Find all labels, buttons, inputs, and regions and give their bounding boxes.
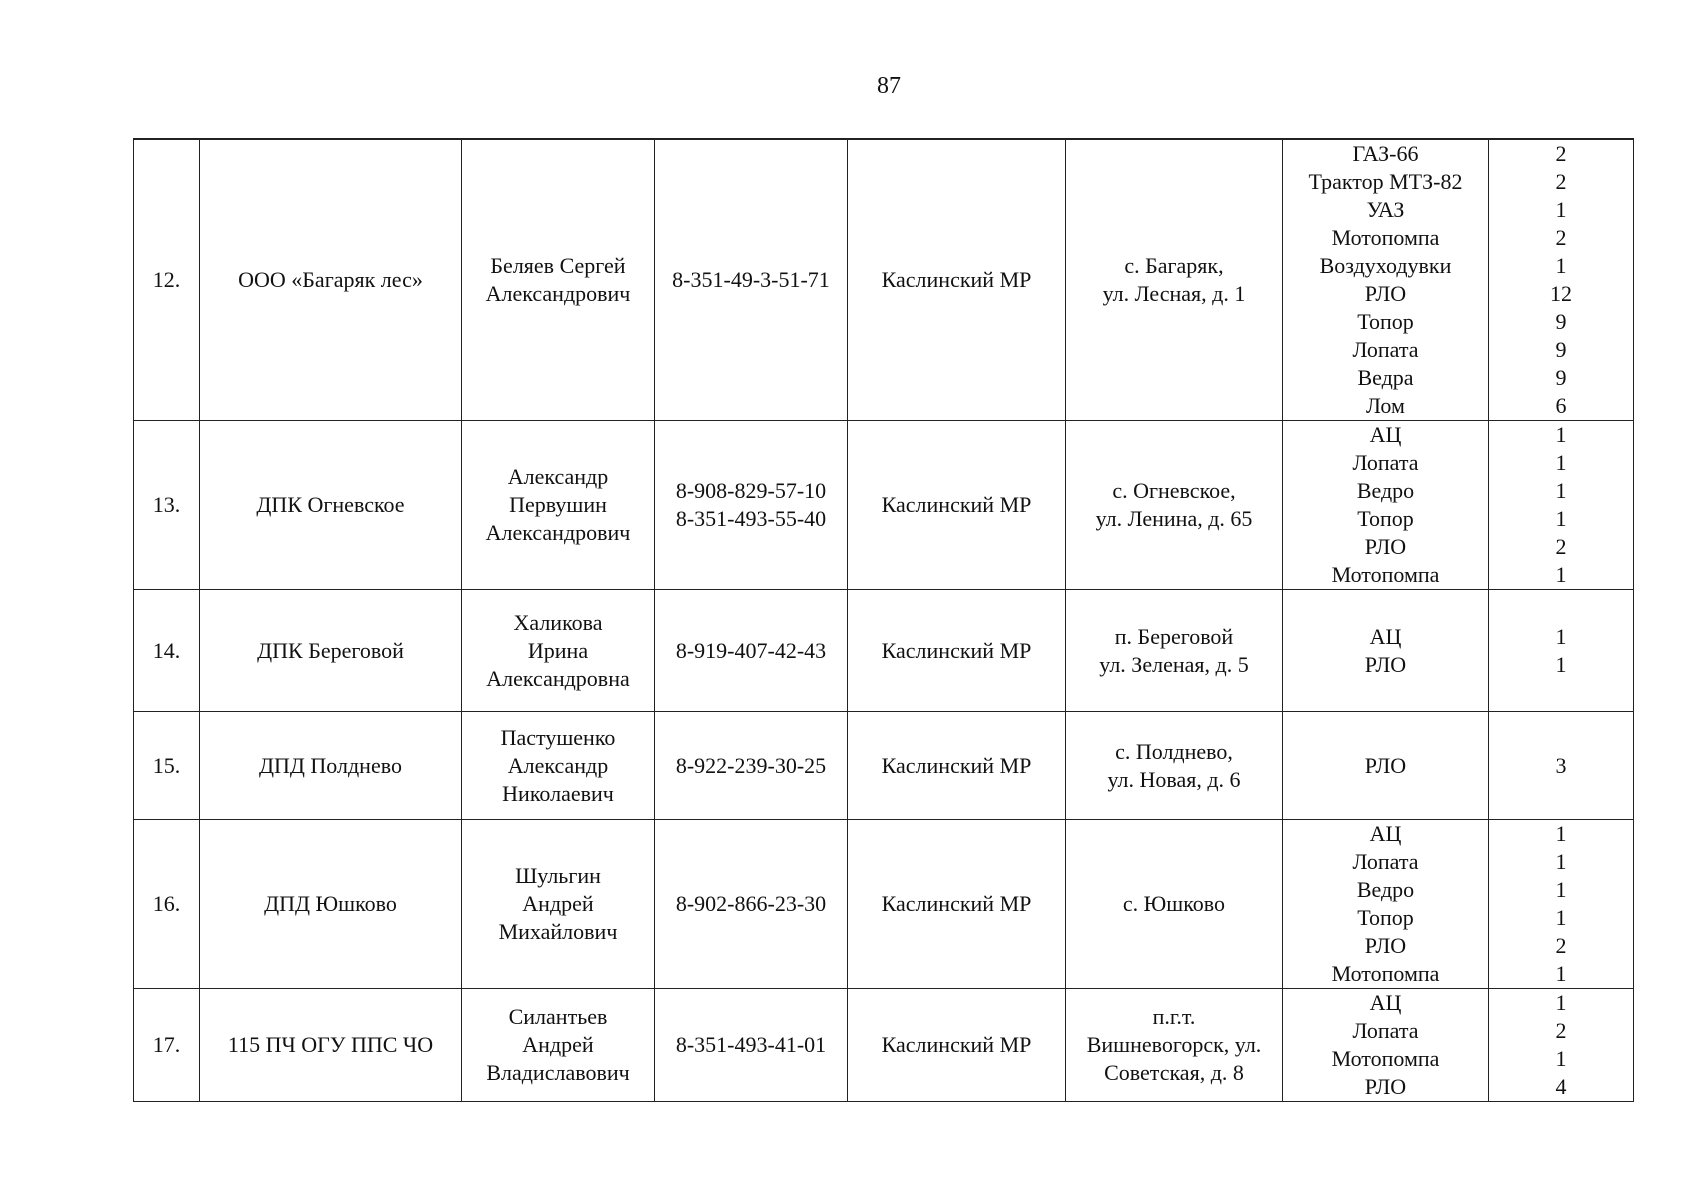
equipment-item-name: Топор [1357,506,1414,531]
equipment-item-quantity: 9 [1555,337,1567,362]
contact-person: Пастушенко Александр Николаевич [462,712,655,820]
equipment-item-name: Мотопомпа [1331,1046,1440,1071]
equipment-item-name: УАЗ [1366,197,1405,222]
table-row [134,139,1634,421]
equipment-item-name: Лом [1366,393,1405,418]
equipment-item-quantity: 2 [1555,1018,1567,1043]
equipment-item-name: Ведро [1356,877,1415,902]
row-number: 16. [134,820,200,989]
equipment-item-name: ГАЗ-66 [1352,141,1419,166]
row-number: 15. [134,712,200,820]
table-body [134,139,1634,1102]
organization-name: ООО «Багаряк лес» [200,139,462,421]
equipment-item-name: Лопата [1352,849,1419,874]
equipment-names [1283,590,1489,712]
equipment-item-quantity: 1 [1555,253,1567,278]
equipment-item-name: РЛО [1364,933,1407,958]
equipment-item-name: Лопата [1352,1018,1419,1043]
equipment-item-name: Топор [1357,309,1414,334]
organization-name: ДПК Береговой [200,590,462,712]
equipment-item-quantity: 1 [1555,478,1567,503]
organization-name: 115 ПЧ ОГУ ППС ЧО [200,989,462,1102]
table-row [134,421,1634,590]
equipment-item-name: РЛО [1364,534,1407,559]
equipment-item-name: РЛО [1364,752,1407,778]
equipment-quantities [1489,421,1634,590]
equipment-item-quantity: 1 [1555,821,1567,846]
phone-number: 8-351-493-41-01 [655,989,848,1102]
equipment-names [1283,139,1489,421]
equipment-item-quantity: 1 [1555,450,1567,475]
equipment-quantities [1489,139,1634,421]
equipment-item-quantity: 2 [1555,141,1567,166]
address: с. Полднево, ул. Новая, д. 6 [1066,712,1283,820]
equipment-names [1283,421,1489,590]
equipment-item-name: Ведра [1357,365,1414,390]
district: Каслинский МР [848,712,1066,820]
table-row [134,712,1634,820]
equipment-quantities [1489,989,1634,1102]
equipment-item-quantity: 1 [1555,877,1567,902]
equipment-names [1283,820,1489,989]
table-row [134,989,1634,1102]
equipment-item-quantity: 1 [1555,562,1567,587]
equipment-item-name: АЦ [1369,623,1402,649]
equipment-item-name: Воздуходувки [1319,253,1452,278]
equipment-item-quantity: 1 [1555,849,1567,874]
contact-person: Халикова Ирина Александровна [462,590,655,712]
contact-person: Силантьев Андрей Владиславович [462,989,655,1102]
district: Каслинский МР [848,421,1066,590]
equipment-item-name: Лопата [1352,337,1419,362]
phone-number: 8-919-407-42-43 [655,590,848,712]
equipment-quantities [1489,712,1634,820]
equipment-item-quantity: 9 [1555,365,1567,390]
district: Каслинский МР [848,820,1066,989]
equipment-item-quantity: 12 [1550,281,1572,306]
equipment-item-name: Лопата [1352,450,1419,475]
table-row [134,590,1634,712]
equipment-item-quantity: 1 [1555,651,1567,677]
equipment-names [1283,712,1489,820]
equipment-quantities [1489,820,1634,989]
equipment-item-quantity: 4 [1555,1074,1567,1099]
equipment-item-name: Ведро [1356,478,1415,503]
page-number: 87 [877,73,901,99]
equipment-item-name: АЦ [1369,821,1402,846]
equipment-item-quantity: 2 [1555,534,1567,559]
equipment-item-quantity: 2 [1555,225,1567,250]
equipment-item-quantity: 1 [1555,197,1567,222]
equipment-item-quantity: 9 [1555,309,1567,334]
address: с. Багаряк, ул. Лесная, д. 1 [1066,139,1283,421]
equipment-item-name: Топор [1357,905,1414,930]
equipment-quantities [1489,590,1634,712]
equipment-item-quantity: 3 [1555,752,1567,778]
equipment-item-name: АЦ [1369,990,1402,1015]
equipment-item-name: Мотопомпа [1331,961,1440,986]
address: п.г.т. Вишневогорск, ул. Советская, д. 8 [1066,989,1283,1102]
phone-number: 8-902-866-23-30 [655,820,848,989]
equipment-item-quantity: 1 [1555,506,1567,531]
equipment-names [1283,989,1489,1102]
equipment-item-quantity: 6 [1555,393,1567,418]
address: с. Огневское, ул. Ленина, д. 65 [1066,421,1283,590]
equipment-item-name: Мотопомпа [1331,562,1440,587]
equipment-item-quantity: 1 [1555,961,1567,986]
organization-name: ДПК Огневское [200,421,462,590]
equipment-item-quantity: 1 [1555,422,1567,447]
equipment-item-name: РЛО [1364,651,1407,677]
district: Каслинский МР [848,590,1066,712]
row-number: 14. [134,590,200,712]
district: Каслинский МР [848,989,1066,1102]
equipment-item-name: РЛО [1364,281,1407,306]
contact-person: Александр Первушин Александрович [462,421,655,590]
row-number: 17. [134,989,200,1102]
equipment-item-quantity: 1 [1555,990,1567,1015]
row-number: 13. [134,421,200,590]
fire-brigade-table [133,138,1634,1102]
equipment-item-name: РЛО [1364,1074,1407,1099]
address: с. Юшково [1066,820,1283,989]
table-row [134,820,1634,989]
equipment-item-quantity: 2 [1555,933,1567,958]
organization-name: ДПД Полднево [200,712,462,820]
row-number: 12. [134,139,200,421]
phone-number: 8-351-49-3-51-71 [655,139,848,421]
equipment-item-quantity: 2 [1555,169,1567,194]
address: п. Береговой ул. Зеленая, д. 5 [1066,590,1283,712]
equipment-item-quantity: 1 [1555,905,1567,930]
phone-number: 8-908-829-57-10 8-351-493-55-40 [655,421,848,590]
contact-person: Шульгин Андрей Михайлович [462,820,655,989]
phone-number: 8-922-239-30-25 [655,712,848,820]
equipment-item-name: Мотопомпа [1331,225,1440,250]
equipment-item-quantity: 1 [1555,1046,1567,1071]
district: Каслинский МР [848,139,1066,421]
equipment-item-quantity: 1 [1555,623,1567,649]
organization-name: ДПД Юшково [200,820,462,989]
contact-person: Беляев Сергей Александрович [462,139,655,421]
equipment-item-name: Трактор МТЗ-82 [1308,169,1463,194]
equipment-item-name: АЦ [1369,422,1402,447]
